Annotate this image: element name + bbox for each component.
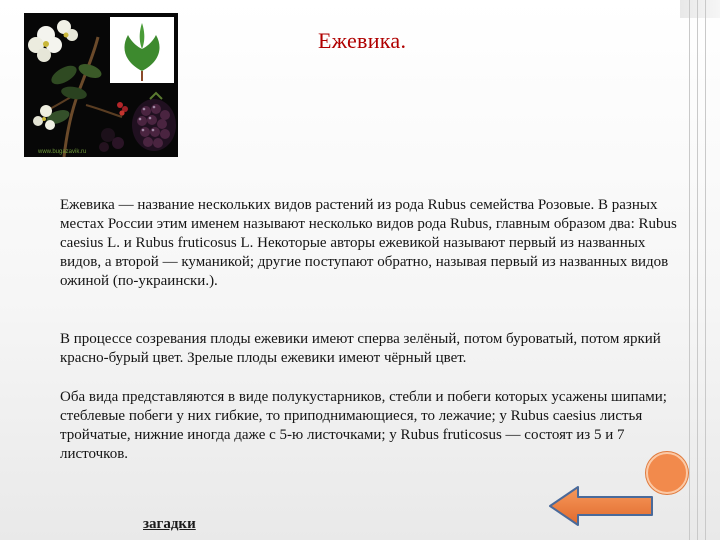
border-line [697, 0, 698, 540]
riddles-link[interactable]: загадки [143, 516, 196, 532]
paragraph-definition: Ежевика — название нескольких видов растений из рода Rubus семейства Розовые. В разных местах России этим именем называют несколько видов рода Rubus, главным образом два: Rubus caesius L. и Rubus fruticosus L. Некоторые авторы ежевикой называют первый из названных видов, а второй — куманикой; другие поступают обратно, называя первый из названных видов ожиной (по-украински.). [60, 197, 677, 289]
back-arrow-button[interactable] [548, 484, 658, 528]
border-decoration-top [680, 0, 720, 18]
border-line [705, 0, 706, 540]
blackberry-illustration [24, 13, 178, 157]
paragraph-ripening: В процессе созревания плоды ежевики имеют сперва зелёный, потом буроватый, потом яркий красно-бурый цвет. Зрелые плоды ежевики имеют чёрный цвет. [60, 331, 661, 366]
paragraph-description: Оба вида представляются в виде полукустарников, стебли и побеги которых усажены шипами; стеблевые побеги у них гибкие, то приподнимающиеся, то лежачие; у Rubus caesius листья тройчатые, нижние иногда даже с 5-ю листочками; у Rubus fruticosus — состоят из 5 и 7 листочков. [60, 389, 667, 462]
slide-title: Ежевика. [318, 28, 407, 53]
picture-caption: www.bugazavik.ru [38, 149, 87, 155]
left-arrow-icon [548, 484, 658, 528]
